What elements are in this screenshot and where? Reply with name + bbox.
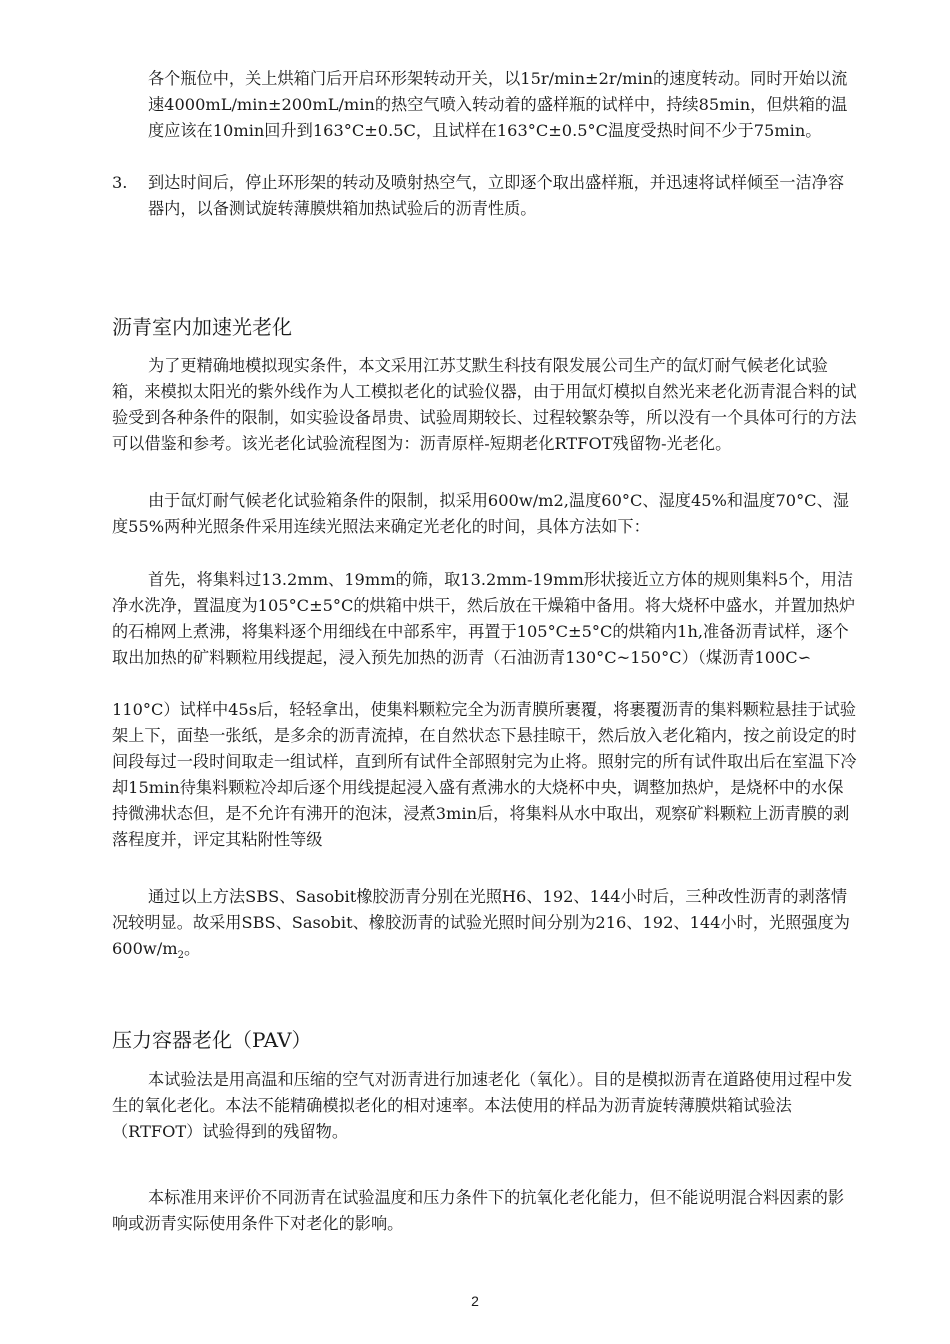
paragraph-pav-scope: 本标准用来评价不同沥青在试验温度和压力条件下的抗氧化老化能力，但不能说明混合料因素的影响或沥青实际使用条件下对老化的影响。 [112, 1188, 845, 1233]
paragraph-light-conditions: 由于氙灯耐气候老化试验箱条件的限制，拟采用600w/m2,温度60°C、湿度45%和温度70°C、湿度55%两种光照条件采用连续光照法来确定光老化的时间，具体方法如下： [112, 491, 849, 536]
results-end-punct: 。 [183, 939, 201, 958]
paragraph-light-results [112, 884, 857, 969]
paragraph-rtfot-continuation: 各个瓶位中，关上烘箱门后开启环形架转动开关，以15r/min±2r/min的速度转动。同时开始以流速4000mL/min±200mL/min的热空气喷入转动着的盛样瓶的试样中，持续85min，但烘箱的温度应该在10min回升到163°C±0.5C，且试样在163°C±0.5°C温度受热时间不少于75min。 [148, 69, 848, 140]
list-number: 3. [112, 173, 128, 192]
paragraph-method-part2: 110°C）试样中45s后，轻轻拿出，使集料颗粒完全为沥青膜所裹覆，将裹覆沥青的集料颗粒悬挂于试验架上下，面垫一张纸，是多余的沥青流掉，在自然状态下悬挂晾干，然后放入老化箱内，按之前设定的时间段每过一段时间取走一组试样，直到所有试件全部照射完为止将。照射完的所有试件取出后在室温下冷却15min待集料颗粒冷却后逐个用线提起浸入盛有煮沸水的大烧杯中央，调整加热炉，是烧杯中的水保持微沸状态但，是不允许有沸开的泡沫，浸煮3min后，将集料从水中取出，观察矿料颗粒上沥青膜的剥落程度并，评定其粘附性等级 [112, 700, 857, 849]
paragraph-light-aging-intro: 为了更精确地模拟现实条件，本文采用江苏艾默生科技有限发展公司生产的氙灯耐气候老化试验箱，来模拟太阳光的紫外线作为人工模拟老化的试验仪器，由于用氙灯模拟自然光来老化沥青混合料的试验受到各种条件的限制，如实验设备昂贵、试验周期较长、过程较繁杂等，所以没有一个具体可行的方法可以借鉴和参考。该光老化试验流程图为：沥青原样-短期老化RTFOT残留物-光老化。 [112, 356, 857, 453]
heading-light-aging: 沥青室内加速光老化 [112, 315, 292, 339]
list-item-text: 到达时间后，停止环形架的转动及喷射热空气，立即逐个取出盛样瓶，并迅速将试样倾至一洁净容器内，以备测试旋转薄膜烘箱加热试验后的沥青性质。 [148, 173, 845, 218]
heading-pav: 压力容器老化（PAV） [112, 1028, 312, 1052]
page-number: 2 [471, 1293, 479, 1309]
paragraph-pav-intro: 本试验法是用高温和压缩的空气对沥青进行加速老化（氧化）。目的是模拟沥青在道路使用过程中发生的氧化老化。本法不能精确模拟老化的相对速率。本法使用的样品为沥青旋转薄膜烘箱试验法（RTFOT）试验得到的残留物。 [112, 1070, 853, 1141]
paragraph-method-part1: 首先，将集料过13.2mm、19mm的筛，取13.2mm-19mm形状接近立方体的规则集料5个，用洁净水洗净，置温度为105°C±5°C的烘箱中烘干，然后放在干燥箱中备用。将大烧杯中盛水，并置加热炉的石棉网上煮沸，将集料逐个用细线在中部系牢，再置于105°C±5°C的烘箱内1h,准备沥青试样，逐个取出加热的矿料颗粒用线提起，浸入预先加热的沥青（石油沥青130°C~150°C）（煤沥青100C∽ [112, 570, 856, 667]
unit-subscript: 2 [177, 950, 184, 962]
results-text: 通过以上方法SBS、Sasobit橡胶沥青分别在光照H6、192、144小时后，三种改性沥青的剥落情况较明显。故采用SBS、Sasobit、橡胶沥青的试验光照时间分别为216、192、144小时，光照强度为600w/m [112, 887, 850, 958]
